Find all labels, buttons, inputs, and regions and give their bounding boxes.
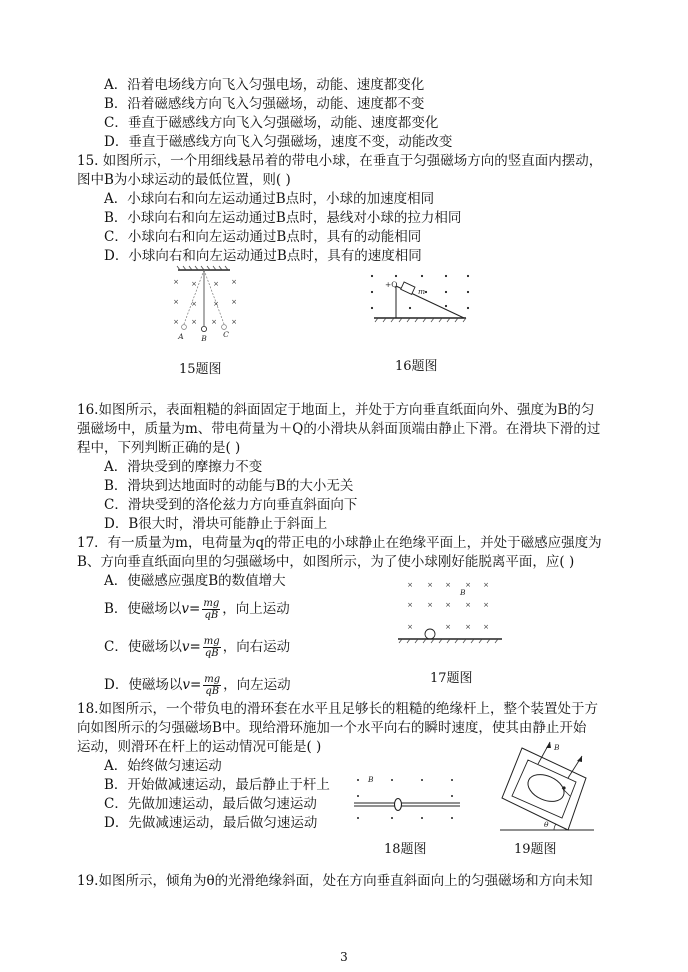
- q16-stem-line3: 程中，下列判断正确的是( ): [77, 440, 241, 456]
- q17-stem-line2: B、方向垂直纸面向里的匀强磁场中，如图所示，为了使小球刚好能脱离平面，应( ): [77, 554, 575, 570]
- svg-text:×: ×: [465, 581, 471, 589]
- q18-option-b: B．开始做减速运动，最后静止于杆上: [104, 777, 330, 793]
- q16-label-mass: m: [418, 287, 426, 296]
- q17-option-c-suffix: 向右运动: [236, 639, 291, 655]
- q15-label-a: A: [178, 332, 184, 341]
- q17-option-b-suffix: 向上运动: [235, 601, 290, 617]
- svg-text:×: ×: [211, 318, 217, 326]
- q16-stem-line1: 16.如图所示，表面粗糙的斜面固定于地面上，并处于方向垂直纸面向外、强度为B的匀: [77, 402, 595, 418]
- q18-stem-line3: 运动，则滑环在杆上的运动情况可能是( ): [77, 739, 322, 755]
- q18-option-c: C．先做加速运动，最后做匀速运动: [104, 796, 317, 812]
- q18-option-d: D．先做减速运动，最后做匀速运动: [104, 815, 318, 831]
- svg-text:×: ×: [427, 581, 433, 589]
- svg-text:×: ×: [465, 601, 471, 609]
- q17-option-c: C．使磁场以v= $\frac{mg}{qB}$ ，向右运动: [104, 636, 291, 659]
- svg-text:×: ×: [191, 280, 197, 288]
- q18-option-a: A．始终做匀速运动: [104, 758, 222, 774]
- q16-incline-figure: [366, 270, 476, 332]
- svg-text:×: ×: [173, 318, 179, 326]
- q17-option-a: A．使磁感应强度B的数值增大: [104, 573, 286, 589]
- q15-option-a: A．小球向右和向左运动通过B点时，小球的加速度相同: [104, 191, 435, 207]
- q17-option-d: D．使磁场以v= $\frac{mg}{qB}$ ，向左运动: [104, 674, 291, 697]
- q14-option-b: B．沿着磁感线方向飞入匀强磁场，动能、速度都不变: [104, 96, 425, 112]
- q18-ring-rod-figure: [352, 770, 462, 832]
- page-number: 3: [340, 950, 348, 964]
- q16-option-d: D．B很大时，滑块可能静止于斜面上: [104, 516, 328, 532]
- q14-option-a: A．沿着电场线方向飞入匀强电场，动能、速度都变化: [104, 77, 425, 93]
- svg-text:×: ×: [445, 601, 451, 609]
- fraction-denominator: qB: [204, 648, 219, 659]
- q18-stem-line2: 向如图所示的匀强磁场B中。现给滑环施加一个水平向右的瞬时速度，使其由静止开始: [77, 720, 587, 736]
- q19-figure-caption: 19题图: [514, 842, 557, 857]
- q17-option-b-fraction: [202, 598, 220, 621]
- svg-text:×: ×: [465, 623, 471, 631]
- q17-option-b-v: v=: [181, 601, 201, 617]
- q14-option-d: D．垂直于磁感线方向飞入匀强磁场，速度不变，动能改变: [104, 134, 453, 150]
- svg-text:×: ×: [191, 318, 197, 326]
- q17-label-field: B: [460, 588, 466, 597]
- q16-label-charge: +Q: [385, 280, 398, 289]
- q15-pendulum-figure: [168, 266, 248, 346]
- q18-label-field: B: [368, 775, 374, 784]
- svg-text:×: ×: [483, 581, 489, 589]
- svg-text:×: ×: [191, 300, 197, 308]
- q15-option-d: D．小球向右和向左运动通过B点时，具有的速度相同: [104, 248, 422, 264]
- q18-stem-line1: 18.如图所示，一个带负电的滑环套在水平且足够长的粗糙的绝缘杆上，整个装置处于方: [77, 701, 598, 717]
- svg-text:×: ×: [427, 601, 433, 609]
- fraction-denominator: qB: [204, 610, 219, 621]
- svg-text:×: ×: [483, 623, 489, 631]
- q17-option-d-prefix: D．使磁场以: [104, 677, 183, 693]
- q15-label-b: B: [201, 334, 207, 343]
- q16-option-a: A．滑块受到的摩擦力不变: [104, 459, 263, 475]
- q15-stem-line2: 图中B为小球运动的最低位置，则( ): [77, 172, 291, 188]
- svg-text:×: ×: [445, 581, 451, 589]
- svg-text:×: ×: [173, 278, 179, 286]
- q16-stem-line2: 强磁场中，质量为m、带电荷量为＋Q的小滑块从斜面顶端由静止下滑。在滑块下滑的过: [77, 421, 601, 437]
- q17-ball-figure: [396, 577, 508, 647]
- q17-option-b: B．使磁场以v= $\frac{mg}{qB}$ ，向上运动: [104, 598, 290, 621]
- q17-figure-caption: 17题图: [430, 671, 473, 686]
- q15-stem-line1: 15. 如图所示，一个用细线悬吊着的带电小球，在垂直于匀强磁场方向的竖直面内摆动，: [77, 153, 603, 169]
- svg-text:×: ×: [213, 280, 219, 288]
- q19-label-angle: θ: [544, 820, 549, 829]
- q15-option-c: C．小球向右和向左运动通过B点时，具有的动能相同: [104, 229, 422, 245]
- svg-text:×: ×: [213, 300, 219, 308]
- q15-option-b: B．小球向右和向左运动通过B点时，悬线对小球的拉力相同: [104, 210, 462, 226]
- svg-text:×: ×: [231, 318, 237, 326]
- svg-text:×: ×: [407, 601, 413, 609]
- fraction-numerator: mg: [203, 598, 220, 609]
- fraction-numerator: mg: [204, 674, 221, 685]
- q16-option-c: C．滑块受到的洛伦兹力方向垂直斜面向下: [104, 497, 358, 513]
- q16-option-b: B．滑块到达地面时的动能与B的大小无关: [104, 478, 354, 494]
- q17-option-d-suffix: 向左运动: [236, 677, 291, 693]
- q19-label-field: B: [554, 743, 560, 752]
- svg-text:×: ×: [483, 601, 489, 609]
- q17-option-c-v: v=: [181, 639, 201, 655]
- q14-option-c: C．垂直于磁感线方向飞入匀强磁场，动能、速度都变化: [104, 115, 439, 131]
- q17-option-c-fraction: [203, 636, 221, 659]
- q17-option-d-fraction: [203, 674, 221, 697]
- q15-figure-caption: 15题图: [179, 362, 222, 377]
- svg-text:×: ×: [407, 581, 413, 589]
- q17-option-b-prefix: B．使磁场以: [104, 601, 182, 617]
- svg-text:×: ×: [445, 623, 451, 631]
- fraction-denominator: qB: [205, 686, 220, 697]
- q17-stem-line1: 17．有一质量为m，电荷量为q的带正电的小球静止在绝缘平面上，并处于磁感应强度为: [77, 535, 602, 551]
- q19-incline-field-figure: [490, 738, 600, 836]
- q16-figure-caption: 16题图: [395, 359, 438, 374]
- q19-stem-line1: 19.如图所示，倾角为θ的光滑绝缘斜面，处在方向垂直斜面向上的匀强磁场和方向未知: [77, 873, 593, 889]
- fraction-numerator: mg: [203, 636, 220, 647]
- svg-text:×: ×: [231, 298, 237, 306]
- q18-figure-caption: 18题图: [384, 842, 427, 857]
- svg-text:×: ×: [231, 278, 237, 286]
- svg-text:×: ×: [173, 298, 179, 306]
- q15-label-c: C: [223, 330, 229, 339]
- svg-text:×: ×: [407, 623, 413, 631]
- q17-option-d-v: v=: [182, 677, 202, 693]
- q17-option-c-prefix: C．使磁场以: [104, 639, 182, 655]
